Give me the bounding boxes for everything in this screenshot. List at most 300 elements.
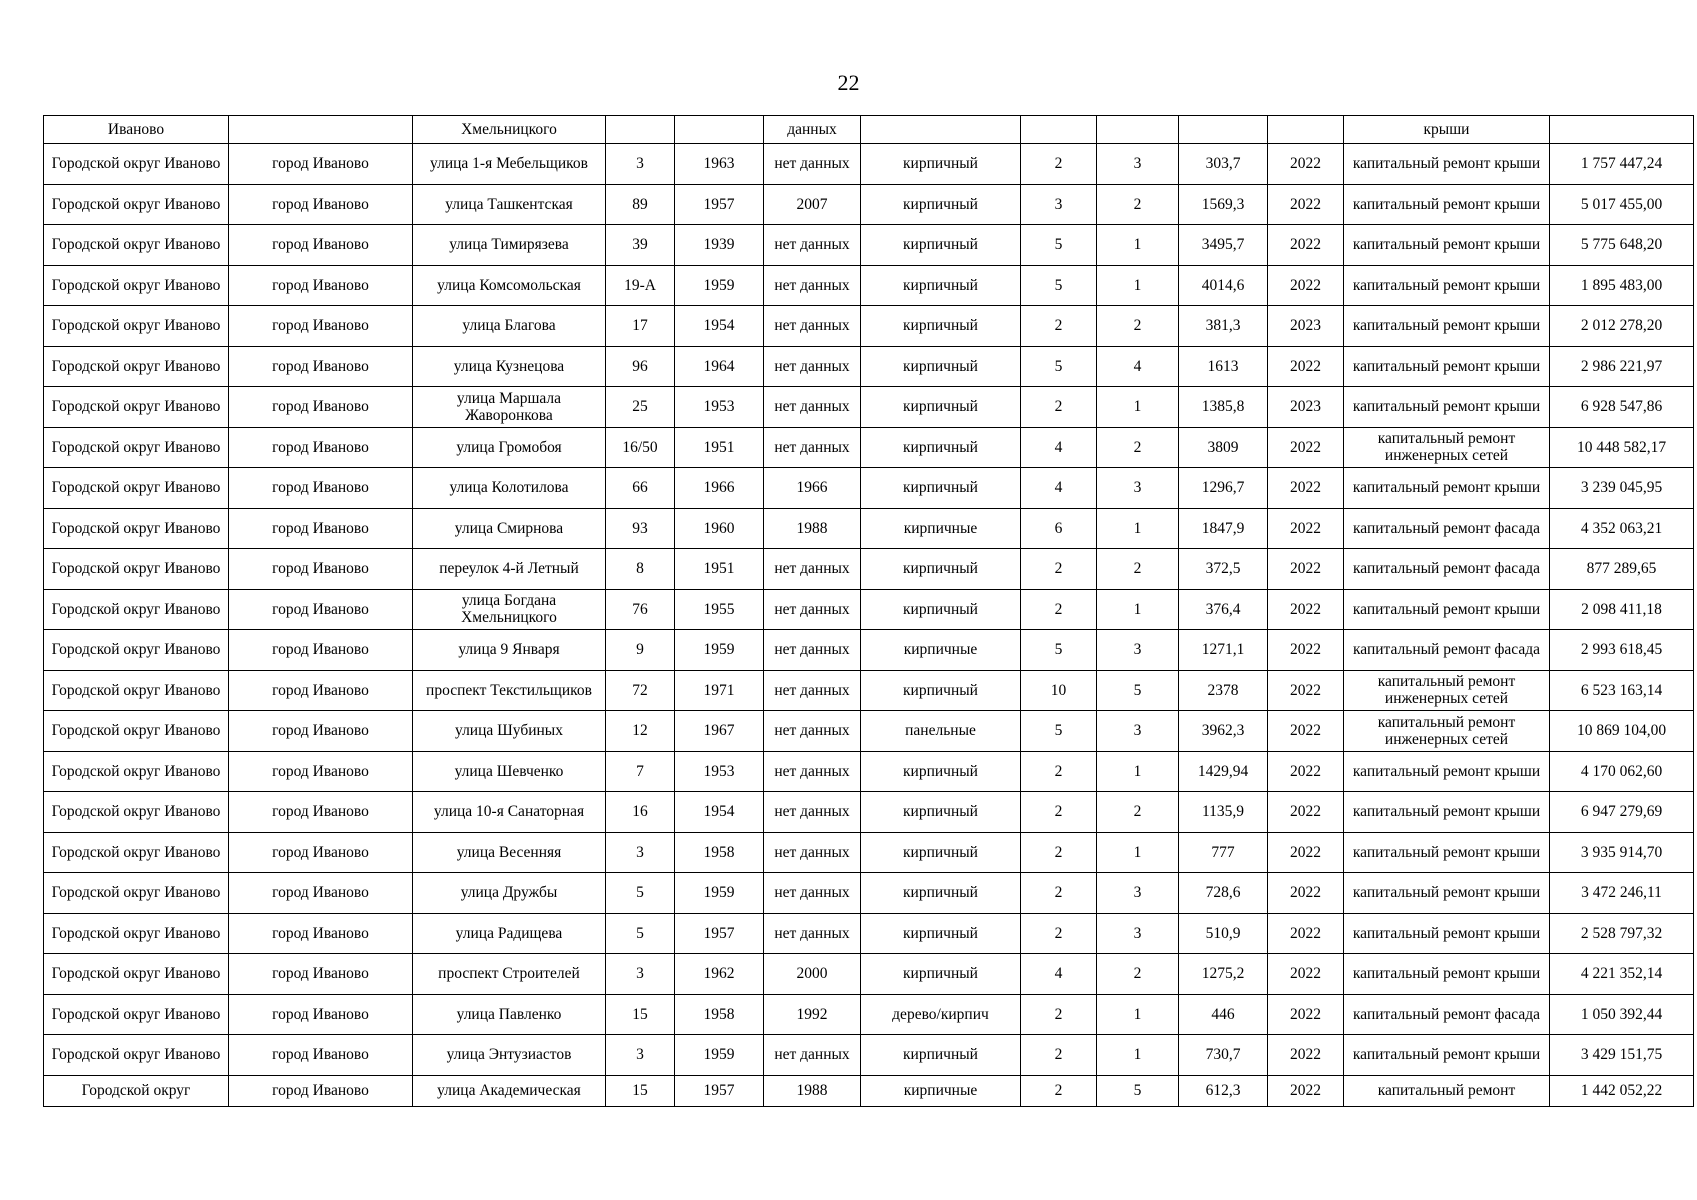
area-cell <box>1179 116 1268 144</box>
floors-cell: 2 <box>1021 549 1097 590</box>
settlement-cell: город Иваново <box>229 670 413 711</box>
table-body <box>44 116 1694 1107</box>
street-cell: улица Богдана Хмельницкого <box>413 589 606 630</box>
year-built-cell: 1959 <box>675 630 764 671</box>
area-cell: 728,6 <box>1179 873 1268 914</box>
floors-cell: 6 <box>1021 508 1097 549</box>
street-cell: улица Весенняя <box>413 832 606 873</box>
page-number: 22 <box>837 70 860 95</box>
settlement-cell: город Иваново <box>229 873 413 914</box>
municipality-cell: Городской округ Иваново <box>44 751 229 792</box>
wall-material-cell: кирпичные <box>861 1075 1021 1106</box>
plan-year-cell: 2022 <box>1268 265 1344 306</box>
cost-cell: 1 895 483,00 <box>1550 265 1694 306</box>
entrances-cell: 1 <box>1097 508 1179 549</box>
municipality-cell: Городской округ Иваново <box>44 427 229 468</box>
floors-cell: 2 <box>1021 913 1097 954</box>
year-overhaul-cell: нет данных <box>764 832 861 873</box>
year-overhaul-cell: нет данных <box>764 1035 861 1076</box>
house-number-cell <box>606 116 675 144</box>
table-row <box>44 346 1694 387</box>
year-overhaul-cell: нет данных <box>764 306 861 347</box>
street-cell: улица Ташкентская <box>413 184 606 225</box>
table-row <box>44 954 1694 995</box>
floors-cell: 2 <box>1021 144 1097 185</box>
table-row <box>44 468 1694 509</box>
house-number-cell: 39 <box>606 225 675 266</box>
year-built-cell: 1959 <box>675 265 764 306</box>
year-overhaul-cell: нет данных <box>764 711 861 752</box>
wall-material-cell: панельные <box>861 711 1021 752</box>
cost-cell: 2 098 411,18 <box>1550 589 1694 630</box>
plan-year-cell: 2022 <box>1268 144 1344 185</box>
settlement-cell: город Иваново <box>229 225 413 266</box>
house-number-cell: 12 <box>606 711 675 752</box>
year-overhaul-cell: нет данных <box>764 630 861 671</box>
municipality-cell: Городской округ Иваново <box>44 144 229 185</box>
year-overhaul-cell: 1988 <box>764 508 861 549</box>
plan-year-cell <box>1268 116 1344 144</box>
street-cell: Хмельницкого <box>413 116 606 144</box>
year-built-cell: 1967 <box>675 711 764 752</box>
floors-cell: 5 <box>1021 630 1097 671</box>
plan-year-cell: 2022 <box>1268 670 1344 711</box>
work-type-cell: капитальный ремонт инженерных сетей <box>1344 670 1550 711</box>
house-number-cell: 3 <box>606 832 675 873</box>
year-overhaul-cell: 1966 <box>764 468 861 509</box>
cost-cell: 10 869 104,00 <box>1550 711 1694 752</box>
plan-year-cell: 2022 <box>1268 468 1344 509</box>
year-overhaul-cell: нет данных <box>764 387 861 428</box>
floors-cell: 5 <box>1021 711 1097 752</box>
work-type-cell: капитальный ремонт крыши <box>1344 913 1550 954</box>
wall-material-cell: кирпичный <box>861 1035 1021 1076</box>
municipality-cell: Городской округ Иваново <box>44 225 229 266</box>
year-overhaul-cell: нет данных <box>764 589 861 630</box>
wall-material-cell <box>861 116 1021 144</box>
house-number-cell: 3 <box>606 1035 675 1076</box>
work-type-cell: капитальный ремонт фасада <box>1344 630 1550 671</box>
table-row <box>44 792 1694 833</box>
year-overhaul-cell: нет данных <box>764 225 861 266</box>
house-number-cell: 5 <box>606 913 675 954</box>
settlement-cell: город Иваново <box>229 549 413 590</box>
table-row <box>44 832 1694 873</box>
plan-year-cell: 2022 <box>1268 427 1344 468</box>
municipality-cell: Городской округ Иваново <box>44 265 229 306</box>
work-type-cell: капитальный ремонт крыши <box>1344 751 1550 792</box>
municipality-cell: Городской округ Иваново <box>44 873 229 914</box>
table-row <box>44 994 1694 1035</box>
year-built-cell: 1953 <box>675 751 764 792</box>
settlement-cell: город Иваново <box>229 832 413 873</box>
house-number-cell: 8 <box>606 549 675 590</box>
house-number-cell: 17 <box>606 306 675 347</box>
table-row <box>44 913 1694 954</box>
settlement-cell: город Иваново <box>229 468 413 509</box>
cost-cell: 1 442 052,22 <box>1550 1075 1694 1106</box>
cost-cell: 4 170 062,60 <box>1550 751 1694 792</box>
floors-cell: 5 <box>1021 225 1097 266</box>
plan-year-cell: 2022 <box>1268 1075 1344 1106</box>
municipality-cell: Городской округ Иваново <box>44 589 229 630</box>
plan-year-cell: 2022 <box>1268 913 1344 954</box>
entrances-cell: 2 <box>1097 184 1179 225</box>
settlement-cell: город Иваново <box>229 589 413 630</box>
settlement-cell: город Иваново <box>229 508 413 549</box>
entrances-cell: 2 <box>1097 427 1179 468</box>
wall-material-cell: кирпичный <box>861 589 1021 630</box>
year-built-cell: 1951 <box>675 549 764 590</box>
municipality-cell: Городской округ Иваново <box>44 630 229 671</box>
table-row <box>44 873 1694 914</box>
wall-material-cell: кирпичный <box>861 184 1021 225</box>
house-number-cell: 93 <box>606 508 675 549</box>
cost-cell: 4 221 352,14 <box>1550 954 1694 995</box>
settlement-cell: город Иваново <box>229 144 413 185</box>
entrances-cell: 5 <box>1097 1075 1179 1106</box>
municipality-cell: Городской округ Иваново <box>44 508 229 549</box>
settlement-cell: город Иваново <box>229 954 413 995</box>
wall-material-cell: кирпичный <box>861 387 1021 428</box>
entrances-cell: 1 <box>1097 832 1179 873</box>
municipality-cell: Городской округ Иваново <box>44 670 229 711</box>
entrances-cell: 2 <box>1097 954 1179 995</box>
house-number-cell: 3 <box>606 954 675 995</box>
cost-cell: 10 448 582,17 <box>1550 427 1694 468</box>
area-cell: 777 <box>1179 832 1268 873</box>
municipality-cell: Городской округ Иваново <box>44 387 229 428</box>
municipality-cell: Городской округ Иваново <box>44 1035 229 1076</box>
municipality-cell: Городской округ Иваново <box>44 711 229 752</box>
settlement-cell: город Иваново <box>229 792 413 833</box>
year-overhaul-cell: 2000 <box>764 954 861 995</box>
house-number-cell: 96 <box>606 346 675 387</box>
settlement-cell: город Иваново <box>229 387 413 428</box>
floors-cell: 4 <box>1021 468 1097 509</box>
year-built-cell: 1957 <box>675 913 764 954</box>
entrances-cell: 1 <box>1097 225 1179 266</box>
work-type-cell: крыши <box>1344 116 1550 144</box>
cost-cell: 1 050 392,44 <box>1550 994 1694 1035</box>
area-cell: 1271,1 <box>1179 630 1268 671</box>
street-cell: улица Радищева <box>413 913 606 954</box>
year-built-cell: 1958 <box>675 832 764 873</box>
cost-cell: 2 986 221,97 <box>1550 346 1694 387</box>
street-cell: улица 1-я Мебельщиков <box>413 144 606 185</box>
table-row <box>44 427 1694 468</box>
area-cell: 612,3 <box>1179 1075 1268 1106</box>
settlement-cell: город Иваново <box>229 630 413 671</box>
settlement-cell: город Иваново <box>229 1035 413 1076</box>
area-cell: 3495,7 <box>1179 225 1268 266</box>
year-built-cell: 1954 <box>675 792 764 833</box>
street-cell: переулок 4-й Летный <box>413 549 606 590</box>
street-cell: улица Дружбы <box>413 873 606 914</box>
area-cell: 1613 <box>1179 346 1268 387</box>
year-built-cell: 1957 <box>675 184 764 225</box>
house-number-cell: 15 <box>606 994 675 1035</box>
municipality-cell: Городской округ Иваново <box>44 184 229 225</box>
municipality-cell: Городской округ Иваново <box>44 549 229 590</box>
year-built-cell: 1959 <box>675 873 764 914</box>
cost-cell: 3 429 151,75 <box>1550 1035 1694 1076</box>
settlement-cell: город Иваново <box>229 346 413 387</box>
work-type-cell: капитальный ремонт инженерных сетей <box>1344 427 1550 468</box>
year-built-cell <box>675 116 764 144</box>
house-number-cell: 16/50 <box>606 427 675 468</box>
street-cell: проспект Строителей <box>413 954 606 995</box>
floors-cell: 3 <box>1021 184 1097 225</box>
cost-cell: 5 775 648,20 <box>1550 225 1694 266</box>
wall-material-cell: кирпичный <box>861 427 1021 468</box>
year-overhaul-cell: 1992 <box>764 994 861 1035</box>
table-row <box>44 670 1694 711</box>
entrances-cell: 2 <box>1097 792 1179 833</box>
year-overhaul-cell: нет данных <box>764 792 861 833</box>
house-number-cell: 76 <box>606 589 675 630</box>
year-built-cell: 1962 <box>675 954 764 995</box>
settlement-cell: город Иваново <box>229 184 413 225</box>
cost-cell: 6 928 547,86 <box>1550 387 1694 428</box>
table-row <box>44 225 1694 266</box>
plan-year-cell: 2023 <box>1268 387 1344 428</box>
work-type-cell: капитальный ремонт крыши <box>1344 589 1550 630</box>
area-cell: 1569,3 <box>1179 184 1268 225</box>
cost-cell: 2 993 618,45 <box>1550 630 1694 671</box>
table-row <box>44 184 1694 225</box>
street-cell: улица Энтузиастов <box>413 1035 606 1076</box>
year-built-cell: 1957 <box>675 1075 764 1106</box>
area-cell: 4014,6 <box>1179 265 1268 306</box>
plan-year-cell: 2023 <box>1268 306 1344 347</box>
street-cell: улица Шубиных <box>413 711 606 752</box>
plan-year-cell: 2022 <box>1268 184 1344 225</box>
wall-material-cell: кирпичные <box>861 508 1021 549</box>
entrances-cell <box>1097 116 1179 144</box>
work-type-cell: капитальный ремонт крыши <box>1344 184 1550 225</box>
cost-cell: 4 352 063,21 <box>1550 508 1694 549</box>
settlement-cell: город Иваново <box>229 1075 413 1106</box>
table-row-cut <box>44 1075 1694 1106</box>
settlement-cell <box>229 116 413 144</box>
year-overhaul-cell: данных <box>764 116 861 144</box>
floors-cell: 2 <box>1021 751 1097 792</box>
wall-material-cell: кирпичный <box>861 265 1021 306</box>
cost-cell <box>1550 116 1694 144</box>
area-cell: 510,9 <box>1179 913 1268 954</box>
year-overhaul-cell: нет данных <box>764 873 861 914</box>
table-row <box>44 508 1694 549</box>
cost-cell: 3 472 246,11 <box>1550 873 1694 914</box>
table-row <box>44 306 1694 347</box>
wall-material-cell: кирпичные <box>861 630 1021 671</box>
municipality-cell: Городской округ Иваново <box>44 468 229 509</box>
year-built-cell: 1959 <box>675 1035 764 1076</box>
table-row <box>44 549 1694 590</box>
street-cell: улица Тимирязева <box>413 225 606 266</box>
year-built-cell: 1953 <box>675 387 764 428</box>
plan-year-cell: 2022 <box>1268 1035 1344 1076</box>
year-built-cell: 1951 <box>675 427 764 468</box>
area-cell: 1296,7 <box>1179 468 1268 509</box>
entrances-cell: 2 <box>1097 549 1179 590</box>
municipality-cell: Городской округ Иваново <box>44 346 229 387</box>
cost-cell: 1 757 447,24 <box>1550 144 1694 185</box>
municipality-cell: Городской округ <box>44 1075 229 1106</box>
wall-material-cell: кирпичный <box>861 670 1021 711</box>
work-type-cell: капитальный ремонт крыши <box>1344 387 1550 428</box>
year-built-cell: 1954 <box>675 306 764 347</box>
settlement-cell: город Иваново <box>229 913 413 954</box>
street-cell: улица Смирнова <box>413 508 606 549</box>
entrances-cell: 1 <box>1097 751 1179 792</box>
work-type-cell: капитальный ремонт <box>1344 1075 1550 1106</box>
year-built-cell: 1964 <box>675 346 764 387</box>
wall-material-cell: кирпичный <box>861 306 1021 347</box>
floors-cell: 2 <box>1021 1035 1097 1076</box>
cost-cell: 6 947 279,69 <box>1550 792 1694 833</box>
street-cell: улица Благова <box>413 306 606 347</box>
floors-cell: 10 <box>1021 670 1097 711</box>
plan-year-cell: 2022 <box>1268 792 1344 833</box>
cost-cell: 3 239 045,95 <box>1550 468 1694 509</box>
floors-cell: 2 <box>1021 792 1097 833</box>
wall-material-cell: кирпичный <box>861 792 1021 833</box>
year-overhaul-cell: нет данных <box>764 549 861 590</box>
municipality-cell: Городской округ Иваново <box>44 306 229 347</box>
entrances-cell: 3 <box>1097 630 1179 671</box>
settlement-cell: город Иваново <box>229 427 413 468</box>
entrances-cell: 3 <box>1097 913 1179 954</box>
wall-material-cell: кирпичный <box>861 873 1021 914</box>
floors-cell: 2 <box>1021 387 1097 428</box>
table-row <box>44 265 1694 306</box>
year-overhaul-cell: нет данных <box>764 751 861 792</box>
area-cell: 1385,8 <box>1179 387 1268 428</box>
table-row <box>44 144 1694 185</box>
floors-cell: 5 <box>1021 265 1097 306</box>
table-row <box>44 589 1694 630</box>
wall-material-cell: кирпичный <box>861 468 1021 509</box>
municipality-cell: Иваново <box>44 116 229 144</box>
floors-cell: 4 <box>1021 954 1097 995</box>
work-type-cell: капитальный ремонт крыши <box>1344 792 1550 833</box>
work-type-cell: капитальный ремонт крыши <box>1344 306 1550 347</box>
plan-year-cell: 2022 <box>1268 832 1344 873</box>
work-type-cell: капитальный ремонт фасада <box>1344 549 1550 590</box>
year-overhaul-cell: нет данных <box>764 913 861 954</box>
area-cell: 376,4 <box>1179 589 1268 630</box>
work-type-cell: капитальный ремонт крыши <box>1344 144 1550 185</box>
year-built-cell: 1960 <box>675 508 764 549</box>
area-cell: 1275,2 <box>1179 954 1268 995</box>
cost-cell: 3 935 914,70 <box>1550 832 1694 873</box>
year-built-cell: 1958 <box>675 994 764 1035</box>
plan-year-cell: 2022 <box>1268 589 1344 630</box>
area-cell: 3809 <box>1179 427 1268 468</box>
street-cell: улица Академическая <box>413 1075 606 1106</box>
municipality-cell: Городской округ Иваново <box>44 954 229 995</box>
table-row <box>44 1035 1694 1076</box>
plan-year-cell: 2022 <box>1268 994 1344 1035</box>
plan-year-cell: 2022 <box>1268 225 1344 266</box>
work-type-cell: капитальный ремонт крыши <box>1344 265 1550 306</box>
entrances-cell: 3 <box>1097 711 1179 752</box>
street-cell: проспект Текстильщиков <box>413 670 606 711</box>
entrances-cell: 1 <box>1097 265 1179 306</box>
year-built-cell: 1971 <box>675 670 764 711</box>
area-cell: 1135,9 <box>1179 792 1268 833</box>
cost-cell: 877 289,65 <box>1550 549 1694 590</box>
plan-year-cell: 2022 <box>1268 954 1344 995</box>
floors-cell: 2 <box>1021 873 1097 914</box>
wall-material-cell: кирпичный <box>861 832 1021 873</box>
house-number-cell: 3 <box>606 144 675 185</box>
municipality-cell: Городской округ Иваново <box>44 832 229 873</box>
table-row-continued <box>44 116 1694 144</box>
work-type-cell: капитальный ремонт фасада <box>1344 508 1550 549</box>
work-type-cell: капитальный ремонт крыши <box>1344 225 1550 266</box>
year-overhaul-cell: нет данных <box>764 427 861 468</box>
year-built-cell: 1955 <box>675 589 764 630</box>
year-overhaul-cell: нет данных <box>764 265 861 306</box>
cost-cell: 2 528 797,32 <box>1550 913 1694 954</box>
floors-cell: 5 <box>1021 346 1097 387</box>
settlement-cell: город Иваново <box>229 751 413 792</box>
work-type-cell: капитальный ремонт крыши <box>1344 832 1550 873</box>
entrances-cell: 1 <box>1097 589 1179 630</box>
work-type-cell: капитальный ремонт крыши <box>1344 346 1550 387</box>
floors-cell: 2 <box>1021 306 1097 347</box>
street-cell: улица Павленко <box>413 994 606 1035</box>
settlement-cell: город Иваново <box>229 306 413 347</box>
plan-year-cell: 2022 <box>1268 873 1344 914</box>
entrances-cell: 5 <box>1097 670 1179 711</box>
area-cell: 303,7 <box>1179 144 1268 185</box>
plan-year-cell: 2022 <box>1268 508 1344 549</box>
work-type-cell: капитальный ремонт фасада <box>1344 994 1550 1035</box>
year-built-cell: 1939 <box>675 225 764 266</box>
floors-cell: 2 <box>1021 589 1097 630</box>
street-cell: улица 10-я Санаторная <box>413 792 606 833</box>
settlement-cell: город Иваново <box>229 265 413 306</box>
wall-material-cell: кирпичный <box>861 225 1021 266</box>
plan-year-cell: 2022 <box>1268 630 1344 671</box>
year-overhaul-cell: нет данных <box>764 144 861 185</box>
area-cell: 381,3 <box>1179 306 1268 347</box>
entrances-cell: 3 <box>1097 873 1179 914</box>
wall-material-cell: кирпичный <box>861 751 1021 792</box>
work-type-cell: капитальный ремонт инженерных сетей <box>1344 711 1550 752</box>
plan-year-cell: 2022 <box>1268 751 1344 792</box>
year-overhaul-cell: 2007 <box>764 184 861 225</box>
municipality-cell: Городской округ Иваново <box>44 792 229 833</box>
entrances-cell: 1 <box>1097 1035 1179 1076</box>
year-overhaul-cell: нет данных <box>764 346 861 387</box>
entrances-cell: 4 <box>1097 346 1179 387</box>
table-row <box>44 387 1694 428</box>
cost-cell: 2 012 278,20 <box>1550 306 1694 347</box>
house-number-cell: 5 <box>606 873 675 914</box>
floors-cell: 2 <box>1021 994 1097 1035</box>
plan-year-cell: 2022 <box>1268 549 1344 590</box>
settlement-cell: город Иваново <box>229 711 413 752</box>
house-number-cell: 72 <box>606 670 675 711</box>
municipality-cell: Городской округ Иваново <box>44 913 229 954</box>
area-cell: 730,7 <box>1179 1035 1268 1076</box>
floors-cell <box>1021 116 1097 144</box>
